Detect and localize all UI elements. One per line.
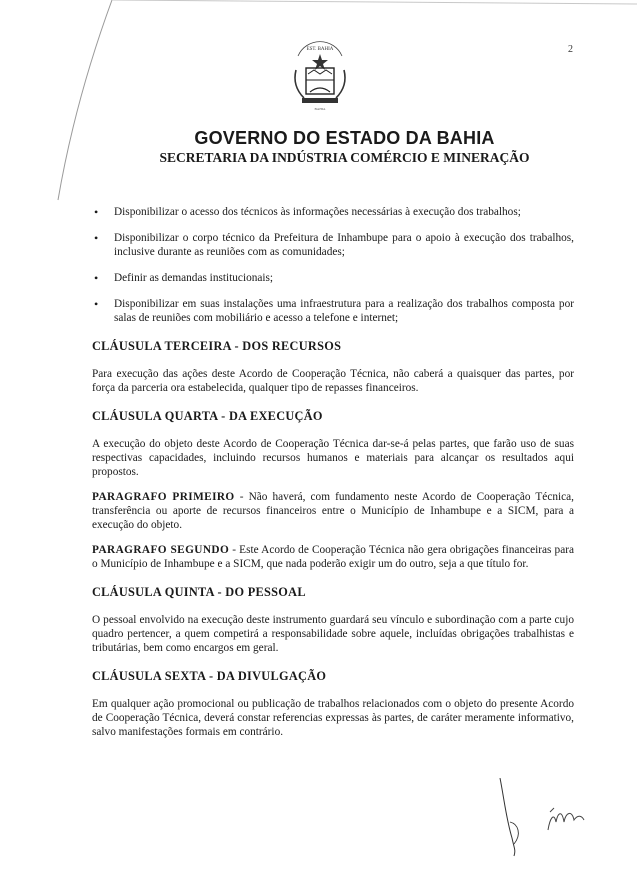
list-item: • Disponibilizar o acesso dos técnicos às informações necessárias à execução dos trabalhos; — [94, 205, 521, 219]
obligations-list — [92, 205, 574, 325]
coat-of-arms-icon — [288, 40, 352, 112]
clause-terceira-text: Para execução das ações deste Acordo de Cooperação Técnica, não caberá a quaisquer das partes, por força da parceria ora estabelecida, qualquer tipo de repasses financeiros. — [92, 368, 574, 394]
clause-quarta-title: CLÁUSULA QUARTA - DA EXECUÇÃO — [92, 409, 323, 423]
bullet-icon: • — [94, 271, 99, 285]
page-number: 2 — [568, 44, 573, 55]
clause-quarta-text: A execução do objeto deste Acordo de Cooperação Técnica dar-se-á pelas partes, que farão uso de suas respectivas capacidades, incluindo recursos humanos e materiais para alcançar os resultados aqui propostos. — [92, 438, 574, 478]
signature-icon — [492, 778, 612, 858]
paragrafo-segundo — [92, 543, 574, 571]
clause-quinta-title: CLÁUSULA QUINTA - DO PESSOAL — [92, 585, 306, 599]
paragrafo-primeiro — [92, 490, 574, 532]
paragrafo-segundo-text: - Este Acordo de Cooperação Técnica não gera obrigações financeiras para o Município de Inhambupe e a SICM, que nada poderão exigir um do outro, seja a que título for. — [92, 544, 574, 570]
list-item: • Disponibilizar o corpo técnico da Prefeitura de Inhambupe para o apoio à execução dos trabalhos, inclusive durante as reuniões com as comunidades; — [94, 231, 574, 258]
secretariat-subtitle: SECRETARIA DA INDÚSTRIA COMÉRCIO E MINERAÇÃO — [159, 150, 530, 165]
paragrafo-primeiro-text: - Não haverá, com fundamento neste Acordo de Cooperação Técnica, transferência ou aporte de recursos financeiros entre o Município de Inhambupe e a SICM, para a execução do objeto. — [92, 491, 574, 531]
svg-text:BAHIA: BAHIA — [314, 107, 326, 111]
government-title: GOVERNO DO ESTADO DA BAHIA — [194, 128, 495, 148]
paragrafo-primeiro-lead: PARAGRAFO PRIMEIRO — [92, 491, 235, 503]
clause-terceira-title: CLÁUSULA TERCEIRA - DOS RECURSOS — [92, 339, 342, 353]
paragrafo-segundo-lead: PARAGRAFO SEGUNDO — [92, 544, 230, 556]
clause-sexta-text: Em qualquer ação promocional ou publicação de trabalhos relacionados com o objeto do presente Acordo de Cooperação Técnica, deverá constar referencias expressas às partes, de caráter meramente informativo, salvo manifestações formais em contrário. — [92, 698, 574, 738]
svg-text:EST. BAHIA: EST. BAHIA — [306, 47, 334, 52]
bullet-icon: • — [94, 205, 99, 219]
clause-quinta-text: O pessoal envolvido na execução deste instrumento guardará seu vínculo e subordinação com a parte cujo quadro pertencer, a quem competirá a responsabilidade sobre aquele, incluídas obrigações trabalhistas e tributárias, bem como encargos em geral. — [92, 614, 574, 654]
list-item: • Definir as demandas institucionais; — [94, 271, 274, 285]
bullet-icon: • — [94, 297, 99, 311]
list-item: • Disponibilizar em suas instalações uma infraestrutura para a realização dos trabalhos composta por salas de reuniões com mobiliário e acesso a telefone e internet; — [94, 297, 574, 324]
bullet-icon: • — [94, 231, 99, 245]
document-body — [92, 205, 574, 750]
clause-sexta-title: CLÁUSULA SEXTA - DA DIVULGAÇÃO — [92, 669, 327, 683]
